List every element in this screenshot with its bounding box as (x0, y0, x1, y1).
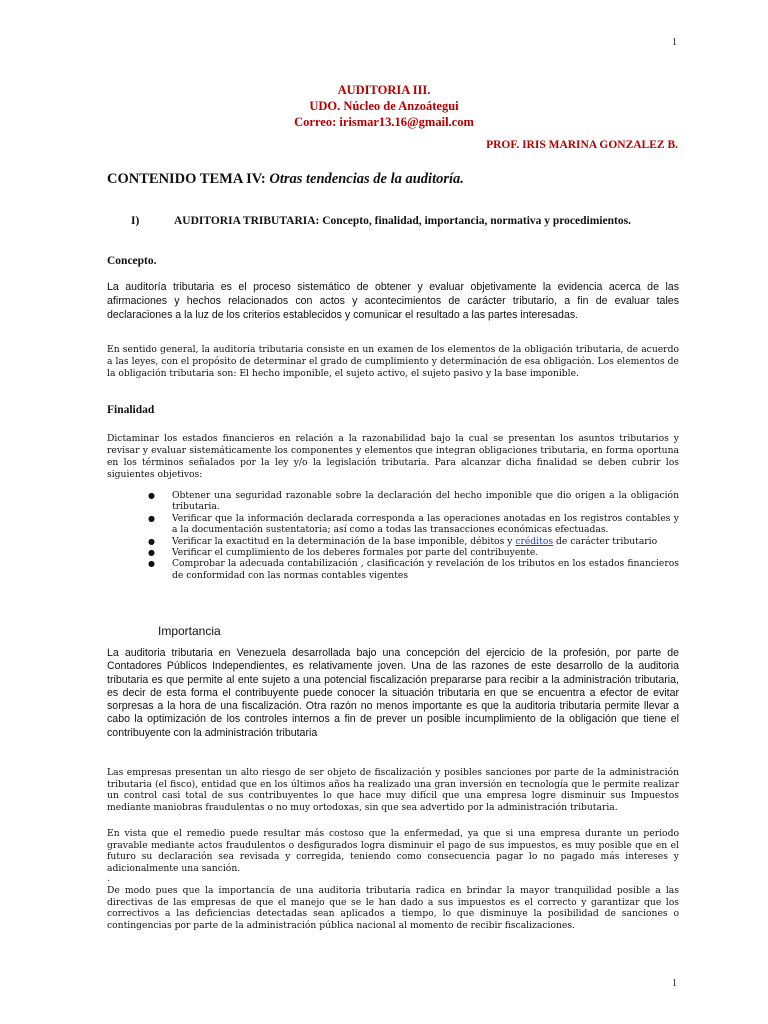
finalidad-heading: Finalidad (107, 404, 155, 416)
list-item-text: Comprobar la adecuada contabilización , clasificación y revelación de los tributos en los estados financieros de conformidad con las normas contables vigentes (172, 558, 679, 581)
title-topic: Otras tendencias de la auditoría. (269, 171, 464, 187)
list-item (148, 558, 679, 581)
bullet-icon: ● (148, 559, 155, 569)
bullet-icon: ● (148, 491, 155, 500)
bullet-icon: ● (148, 536, 155, 546)
objectives-list (148, 490, 679, 581)
section-heading (131, 214, 679, 229)
bullet-icon: ● (148, 513, 155, 523)
course-title: AUDITORIA III. (337, 83, 431, 97)
importancia-paragraph-3: En vista que el remedio puede resultar más costoso que la enfermedad, ya que si una empresa durante un periodo gravable mediante actos fraudulentos o desfigurados logra disminuir el pago de sus impuestos, es muy posible que en el futuro su declaración sea revisada y corregida, teniendo como consecuencia pagar lo no pagado más intereses y adicionalmente una sanción. (107, 828, 679, 874)
concepto-paragraph-2: En sentido general, la auditoria tributaria consiste en un examen de los elementos de la obligación tributaria, de acuerdo a las leyes, con el propósito de determinar el grado de cumplimiento y determinación de esa obligación. Los elementos de la obligación tributaria son: El hecho imponible, el sujeto activo, el sujeto pasivo y la base imponible. (107, 344, 679, 379)
list-item-text: Verificar la exactitud en la determinación de la base imponible, débitos y (172, 535, 513, 547)
list-item-text: Obtener una seguridad razonable sobre la declaración del hecho imponible que dio origen a la obligación tributaria. (172, 490, 679, 513)
list-item (148, 513, 679, 536)
importancia-paragraph-separator: . (107, 873, 110, 884)
title-prefix: CONTENIDO TEMA IV: (107, 171, 266, 187)
importancia-paragraph-4: De modo pues que la importancia de una auditoria tributaria radica en brindar la mayor tranquilidad posible a las directivas de las empresas de que el manejo que se le han dado a sus impuestos es el correcto y garantizar que los correctivos a las deficiencias detectadas sean aplicados a tiempo, lo que disminuye la posibilidad de sanciones o contingencias por parte de la administración pública nacional al momento de recibir fiscalizaciones. (107, 885, 679, 931)
page-number-bottom: 1 (672, 978, 677, 989)
list-item-text: Verificar que la información declarada corresponda a las operaciones anotadas en los registros contables y a la documentación sustentatoria; así como a todas las transacciones económicas efectuadas. (172, 512, 679, 536)
page-number-top: 1 (672, 37, 677, 48)
importancia-heading: Importancia (158, 624, 221, 638)
institution-name: UDO. Núcleo de Anzoátegui (309, 99, 459, 113)
section-number: I) (131, 215, 140, 227)
document-header (0, 82, 768, 130)
list-item-text-tail: de carácter tributario (553, 535, 658, 547)
list-item (148, 536, 679, 547)
page-title (107, 171, 464, 188)
contact-email: Correo: irismar13.16@gmail.com (294, 115, 474, 129)
finalidad-paragraph: Dictaminar los estados financieros en relación a la razonabilidad bajo la cual se presentan los asuntos tributarios y revisar y evaluar sistemáticamente los componentes y elementos que integran obligaciones tributaria, en forma oportuna en los términos señalados por la ley y/o la legislación tributaria. Para alcanzar dicha finalidad se deben cubrir los siguientes objetivos: (107, 433, 679, 480)
concepto-heading: Concepto. (107, 255, 157, 267)
section-title: AUDITORIA TRIBUTARIA: Concepto, finalidad, importancia, normativa y procedimientos. (174, 215, 631, 227)
concepto-paragraph-1: La auditoría tributaria es el proceso sistemático de obtener y evaluar objetivamente la evidencia acerca de las afirmaciones y hechos relacionados con actos y acontecimientos de carácter tributario, a fin de evaluar tales declaraciones a la luz de los criterios establecidos y comunicar el resultado a las partes interesadas. (107, 281, 679, 321)
list-item-text: Verificar el cumplimiento de los deberes formales por parte del contribuyente. (172, 547, 539, 559)
importancia-paragraph-1: La auditoria tributaria en Venezuela desarrollada bajo una concepción del ejercicio de la profesión, por parte de Contadores Públicos Independientes, es relativamente joven. Una de las razones de este desarrollo de la auditoria tributaria es que permite al ente sujeto a una potencial fiscalización prepararse para recibir a la administración tributaria, es decir de esta forma el contribuyente puede conocer la situación tributaria en que se encuentra a efector de evitar sorpresas a la hora de una fiscalización. Otra razón no menos importante es que la auditoria tributaria permite llevar a cabo la optimización de los controles internos a fin de prever un posible incumplimiento de la obligación que tiene el contribuyente con la administración tributaria (107, 647, 679, 739)
importancia-paragraph-2: Las empresas presentan un alto riesgo de ser objeto de fiscalización y posibles sanciones por parte de la administración tributaria (el fisco), entidad que en los últimos años ha realizado una gran inversión en tecnología que le permite realizar un control casi total de sus contribuyentes lo que hace muy difícil que una empresa logre disminuir sus Impuestos mediante maniobras fraudulentas o no muy ortodoxas, sin que sea advertido por la administración tributaria. (107, 767, 679, 813)
professor-name: PROF. IRIS MARINA GONZALEZ B. (486, 139, 678, 151)
bullet-icon: ● (148, 548, 155, 558)
list-item (148, 490, 679, 513)
creditos-link[interactable]: créditos (515, 535, 554, 547)
list-item (148, 547, 679, 558)
